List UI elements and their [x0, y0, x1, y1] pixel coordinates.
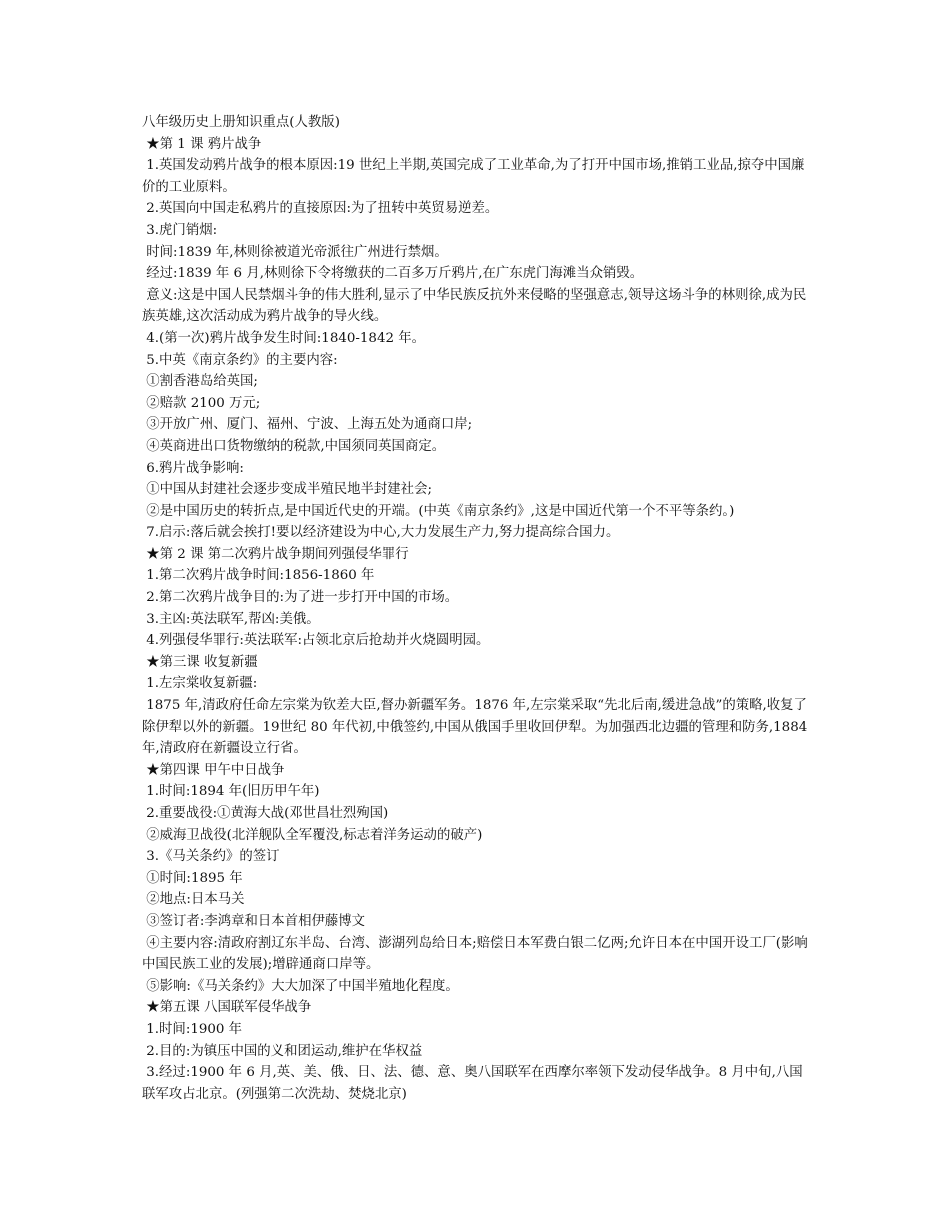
text-line: 1.第二次鸦片战争时间:1856-1860 年: [142, 568, 375, 584]
text-line: 2.重要战役:①黄海大战(邓世昌壮烈殉国): [142, 806, 389, 821]
text-line: ①时间:1895 年: [142, 870, 243, 886]
text-line: ★第 1 课 鸦片战争: [142, 136, 262, 152]
text-line: ⑤影响:《马关条约》大大加深了中国半殖地化程度。: [142, 978, 459, 994]
document-title: 八年级历史上册知识重点(人教版): [142, 115, 340, 130]
text-line: ②威海卫战役(北洋舰队全军覆没,标志着洋务运动的破产): [142, 827, 483, 843]
text-line: 1875 年,清政府任命左宗棠为钦差大臣,督办新疆军务。1876 年,左宗棠采取“先北后南,缓进急战”的策略,收复了除伊犁以外的新疆。19世纪 80 年代初,中俄签约,中国从俄国手里收回伊犁。为加强西北边疆的管理和防务,1884 年,清政府在新疆设立行省。: [142, 698, 812, 757]
text-line: ②是中国历史的转折点,是中国近代史的开端。(中英《南京条约》,这是中国近代第一个不平等条约。): [142, 503, 735, 519]
text-line: 1.左宗棠收复新疆:: [142, 676, 258, 692]
text-line: 1.时间:1900 年: [142, 1021, 243, 1037]
text-line: 5.中英《南京条约》的主要内容:: [142, 352, 338, 368]
text-line: 经过:1839 年 6 月,林则徐下令将缴获的二百多万斤鸦片,在广东虎门海滩当众销毁。: [142, 266, 644, 282]
text-line: ★第三课 收复新疆: [142, 654, 258, 670]
text-line: ④英商进出口货物缴纳的税款,中国须同英国商定。: [142, 438, 446, 454]
text-line: ①割香港岛给英国;: [142, 374, 258, 390]
text-line: 4.(第一次)鸦片战争发生时间:1840-1842 年。: [142, 330, 426, 346]
document-lines: [142, 134, 812, 1106]
text-line: ①中国从封建社会逐步变成半殖民地半封建社会;: [142, 482, 432, 498]
text-line: ★第 2 课 第二次鸦片战争期间列强侵华罪行: [142, 546, 409, 562]
text-line: 2.目的:为镇压中国的义和团运动,维护在华权益: [142, 1043, 423, 1059]
text-line: 3.《马关条约》的签订: [142, 849, 280, 865]
text-line: ③开放广州、厦门、福州、宁波、上海五处为通商口岸;: [142, 417, 473, 433]
text-line: 6.鸦片战争影响:: [142, 460, 244, 476]
text-line: 1.时间:1894 年(旧历甲午年): [142, 784, 320, 800]
text-line: ②赔款 2100 万元;: [142, 395, 261, 411]
text-line: ④主要内容:清政府割辽东半岛、台湾、澎湖列岛给日本;赔偿日本军费白银二亿两;允许日本在中国开设工厂(影响中国民族工业的发展);增辟通商口岸等。: [142, 935, 808, 973]
text-line: 2.第二次鸦片战争目的:为了进一步打开中国的市场。: [142, 590, 459, 606]
text-line: 时间:1839 年,林则徐被道光帝派往广州进行禁烟。: [142, 244, 448, 260]
text-line: 1.英国发动鸦片战争的根本原因:19 世纪上半期,英国完成了工业革命,为了打开中国市场,推销工业品,掠夺中国廉价的工业原料。: [142, 158, 805, 195]
text-line: 7.启示:落后就会挨打!要以经济建设为中心,大力发展生产力,努力提高综合国力。: [142, 525, 620, 541]
document-body: [142, 112, 812, 1105]
text-line: 意义:这是中国人民禁烟斗争的伟大胜利,显示了中华民族反抗外来侵略的坚强意志,领导这场斗争的林则徐,成为民族英雄,这次活动成为鸦片战争的导火线。: [142, 287, 807, 325]
text-line: ②地点:日本马关: [142, 892, 245, 908]
text-line: 3.主凶:英法联军,帮凶:美俄。: [142, 611, 320, 627]
text-line: 3.经过:1900 年 6 月,英、美、俄、日、法、德、意、奥八国联军在西摩尔率领下发动侵华战争。8 月中旬,八国联军攻占北京。(列强第二次洗劫、焚烧北京): [142, 1065, 803, 1102]
text-line: ★第五课 八国联军侵华战争: [142, 1000, 312, 1016]
text-line: 2.英国向中国走私鸦片的直接原因:为了扭转中英贸易逆差。: [142, 201, 499, 217]
text-line: 4.列强侵华罪行:英法联军:占领北京后抢劫并火烧圆明园。: [142, 633, 490, 649]
text-line: 3.虎门销烟:: [142, 222, 218, 238]
text-line: ③签订者:李鸿章和日本首相伊藤博文: [142, 913, 366, 929]
text-line: ★第四课 甲午中日战争: [142, 762, 285, 778]
